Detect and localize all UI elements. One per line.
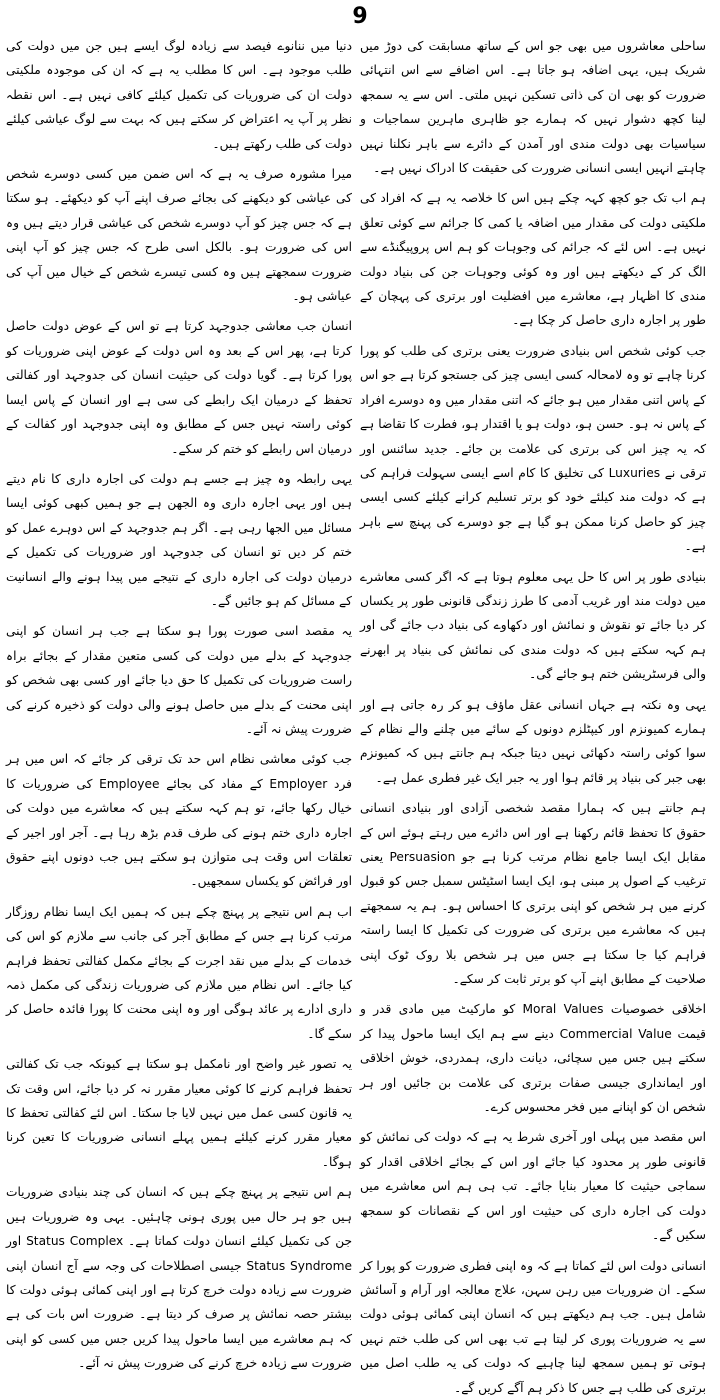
paragraph: اخلاقی خصوصیات Moral Values کو مارکیٹ میں مادی قدر و قیمت Commercial Value دینے سے ہم ایک ایسا ماحول پیدا کر سکتے ہیں جس میں سچائی، دیانت داری، ہمدردی، خوش اخلاقی اور ایمانداری جیسی صفات برتری کی علامت بن جائیں اور ہر شخص ان کو اپنانے میں فخر محسوس کرے۔ (360, 1002, 707, 1115)
paragraph: یہ تصور غیر واضح اور نامکمل ہو سکتا ہے کیونکہ جب تک کفالتی تحفظ فراہم کرنے کا کوئی معیار مقرر نہ کر دیا جائے، اس وقت تک یہ قانون کسی عمل میں نہیں لایا جا سکتا۔ اس لئے کفالتی تحفظ کا معیار مقرر کرنے کیلئے ہمیں پہلے انسانی ضروریات کا تعین کرنا ہوگا۔ (6, 1057, 352, 1169)
paragraph: ساحلی معاشروں میں بھی جو اس کے ساتھ مسابقت کی دوڑ میں شریک ہیں، یہی اضافہ ہو جاتا ہے۔ اس اضافے سے اس انتہائی ضرورت کو بھی ان کی ذاتی تسکین نہیں ملتی۔ اس سے یہ سمجھ لینا کچھ دشوار نہیں کہ ہمارے جو ظاہری ماہرین سماجیات و سیاسیات بھی دولت مندی اور آمدن کے دائرے سے باہر نکلنا نہیں چاہتے انہیں ایسی انسانی ضرورت کی حقیقت کا ادراک نہیں ہے۔ (360, 39, 706, 176)
left-column (6, 34, 353, 1371)
paragraph: یہی وہ نکتہ ہے جہاں انسانی عقل ماؤف ہو کر رہ جاتی ہے اور ہمارے کمیونزم اور کیپٹلزم دونوں کے سائے میں چلنے والے نظام کے سوا کوئی راستہ دکھائی نہیں دیتا جبکہ ہم جانتے ہیں کہ کمیونزم بھی جبر کی بنیاد پر قائم ہوا اور یہ جبر ایک غیر فطری عمل ہے۔ (360, 697, 706, 785)
paragraph: انسانی دولت اس لئے کماتا ہے کہ وہ اپنی فطری ضرورت کو پورا کر سکے۔ ان ضروریات میں رہن سہن، علاج معالجہ اور آرام و آسائش شامل ہیں۔ جب ہم دیکھتے ہیں کہ انسان اپنی کمائی ہوئی دولت سے یہ ضروریات پوری کر لیتا ہے تب بھی اس کی طلب ختم نہیں ہوتی تو ہمیں سمجھ لینا چاہیے کہ دولت کی یہ طلب اصل میں برتری کی طلب ہے جس کا ذکر ہم آگے کریں گے۔ (360, 1258, 706, 1395)
paragraph: ہم جانتے ہیں کہ ہمارا مقصد شخصی آزادی اور بنیادی انسانی حقوق کا تحفظ قائم رکھنا ہے اور اس دائرے میں رہتے ہوئے اس کے مقابل ایک ایسا جامع نظام مرتب کرنا ہے جو Persuasion یعنی ترغیب کے اصول پر مبنی ہو، ایک ایسا اسٹیٹس سمبل جس کو قبول کرنے میں ہر شخص کو اپنی برتری کا احساس ہو۔ ہم یہ سمجھتے ہیں کہ معاشرے میں برتری کی ضرورت کی تکمیل کا ایسا راستہ فراہم کیا جا سکتا ہے جس میں ہر شخص بلا روک ٹوک اپنی صلاحیت کے مطابق اپنے آپ کو برتر ثابت کر سکے۔ (360, 801, 707, 987)
page-number: 9 (352, 4, 368, 29)
paragraph: بنیادی طور پر اس کا حل یہی معلوم ہوتا ہے کہ اگر کسی معاشرے میں دولت مند اور غریب آدمی کا طرز زندگی قانونی طور پر یکساں کر دیا جائے تو نقوش و نمائش اور دکھاوے کی بنیاد دب جائے گی اور ہم کہہ سکتے ہیں کہ دولت مندی کی نمائش کی بنیاد پر ابھرنے والی فرسٹریشن ختم ہو جائے گی۔ (360, 569, 706, 682)
paragraph: میرا مشورہ صرف یہ ہے کہ اس ضمن میں کسی دوسرے شخص کی عیاشی کو دیکھنے کی بجائے صرف اپنے آپ کو دیکھئے۔ ہو سکتا ہے کہ جس چیز کو آپ دوسرے شخص کی عیاشی قرار دیتے ہیں وہ اس کی ضرورت ہو۔ بالکل اسی طرح کہ جس چیز کو آپ اپنی ضرورت سمجھتے ہیں وہ کسی تیسرے شخص کے خیال میں آپ کی عیاشی ہو۔ (6, 167, 352, 304)
right-column (360, 34, 707, 1395)
paragraph: یہ مقصد اسی صورت پورا ہو سکتا ہے جب ہر انسان کو اپنی جدوجہد کے بدلے میں دولت کی کسی متعین مقدار کے بجائے براہ راست ضروریات کی تکمیل کا حق دیا جائے اور کسی بھی شخص کو اپنی محنت کے بدلے میں حاصل ہونے والی دولت کو ذخیرہ کرنے کی ضرورت پیش نہ آئے۔ (6, 624, 352, 736)
paragraph: اس مقصد میں پہلی اور آخری شرط یہ ہے کہ دولت کی نمائش کو قانونی طور پر محدود کیا جائے اور اس کے بجائے اخلاقی اقدار کو سماجی حیثیت کا معیار بنایا جائے۔ تب ہی ہم اس معاشرے میں دولت کی اجارہ داری کی حیثیت اور اس کے نقصانات کو سمجھ سکیں گے۔ (360, 1130, 706, 1243)
paragraph: دنیا میں ننانوے فیصد سے زیادہ لوگ ایسے ہیں جن میں دولت کی طلب موجود ہے۔ اس کا مطلب یہ ہے کہ ان کی موجودہ ملکیتی دولت ان کی ضروریات کی تکمیل کیلئے کافی نہیں ہے۔ اس نقطہ نظر پر آپ یہ اعتراض کر سکتے ہیں کہ بہت سے لوگ عیاشی کیلئے دولت کی طلب رکھتے ہیں۔ (6, 39, 352, 151)
paragraph: انسان جب معاشی جدوجہد کرتا ہے تو اس کے عوض دولت حاصل کرتا ہے، پھر اس کے بعد وہ اس دولت کے عوض اپنی ضروریات کو پورا کرتا ہے۔ گویا دولت کی حیثیت انسان کی جدوجہد اور کفالتی تحفظ کے درمیان ایک رابطے کی سی ہے اور انسان کے پاس ایسا کوئی راستہ نہیں جس کے مطابق وہ اپنی جدوجہد اور کفالت کے درمیان اس رابطے کو ختم کر سکے۔ (6, 319, 352, 456)
paragraph: ہم اب تک جو کچھ کہہ چکے ہیں اس کا خلاصہ یہ ہے کہ افراد کی ملکیتی دولت کی مقدار میں اضافہ یا کمی کا جرائم سے کوئی تعلق نہیں ہے۔ اس لئے کہ جرائم کی وجوہات کو ہم اس پروپیگنڈے سے الگ کر کے دیکھتے ہیں اور وہ کوئی وجوہات جن کی بنیاد دولت مندی کا اظہار ہے، معاشرے میں افضلیت اور برتری کی پہچان کے طور پر اجارہ داری حاصل کر چکا ہے۔ (360, 191, 706, 328)
paragraph: ہم اس نتیجے پر پہنچ چکے ہیں کہ انسان کی چند بنیادی ضروریات ہیں جو ہر حال میں پوری ہونی چاہئیں۔ یہی وہ ضروریات ہیں جن کی تکمیل کیلئے انسان دولت کماتا ہے۔ Status Complex اور Status Syndrome جیسی اصطلاحات کی وجہ سے آج انسان اپنی ضرورت سے زیادہ دولت خرچ کرتا ہے اور اپنی کمائی ہوئی دولت کا بیشتر حصہ نمائش پر صرف کر دیتا ہے۔ ضرورت اس بات کی ہے کہ ہم معاشرے میں ایسا ماحول پیدا کریں جس میں کسی کو اپنی ضرورت سے زیادہ خرچ کرنے کی ضرورت پیش نہ آئے۔ (6, 1185, 353, 1371)
paragraph: جب کوئی معاشی نظام اس حد تک ترقی کر جائے کہ اس میں ہر فرد Employer کے مفاد کی بجائے Employee کی ضروریات کا خیال رکھا جائے، تو ہم کہہ سکتے ہیں کہ معاشرے میں دولت کی اجارہ داری ختم ہونے کی طرف قدم بڑھ رہا ہے۔ آجر اور اجیر کے تعلقات اس وقت ہی متوازن ہو سکتے ہیں جب دونوں اپنے حقوق اور فرائض کو یکساں سمجھیں۔ (6, 752, 352, 889)
paragraph: اب ہم اس نتیجے پر پہنچ چکے ہیں کہ ہمیں ایک ایسا نظام روزگار مرتب کرنا ہے جس کے مطابق آجر کی جانب سے ملازم کو اس کی خدمات کے بدلے میں نقد اجرت کے بجائے مکمل کفالتی تحفظ فراہم کیا جائے۔ اس نظام میں ملازم کی ضروریات زندگی کی مکمل ذمہ داری ادارے پر عائد ہوگی اور وہ اپنی محنت کا پورا فائدہ حاصل کر سکے گا۔ (6, 904, 352, 1041)
article-body (6, 34, 714, 1395)
paragraph: یہی رابطہ وہ چیز ہے جسے ہم دولت کی اجارہ داری کا نام دیتے ہیں اور یہی اجارہ داری وہ الجھن ہے جو ہمیں کبھی کوئی ایسا مسائل میں الجھا رہی ہے۔ اگر ہم جدوجہد کے اس دوہرے عمل کو ختم کر دیں تو انسان کی جدوجہد اور ضروریات کی تکمیل کے درمیان دولت کی اجارہ داری کے نتیجے میں پیدا ہونے والے انسانیت کے مسائل کم ہو جائیں گے۔ (6, 471, 352, 608)
paragraph: جب کوئی شخص اس بنیادی ضرورت یعنی برتری کی طلب کو پورا کرنا چاہے تو وہ لامحالہ کسی ایسی چیز کی جستجو کرتا ہے جو اس کے پاس اتنی مقدار میں ہو جائے کہ اتنی مقدار میں وہ دوسرے افراد کے پاس نہ ہو۔ حسن ہو، دولت ہو یا اقتدار ہو، فطرت کا تقاضا ہے کہ یہ چیز اس کی برتری کی علامت بن جائے۔ جدید سائنس اور ترقی نے Luxuries کی تخلیق کا کام اسے ایسی سہولت فراہم کی ہے کہ دولت مند کیلئے خود کو برتر تسلیم کرانے کیلئے کسی ایسی چیز کو حاصل کرنا ممکن ہو گیا ہے جو دوسرے کی پہنچ سے باہر ہے۔ (360, 343, 706, 554)
